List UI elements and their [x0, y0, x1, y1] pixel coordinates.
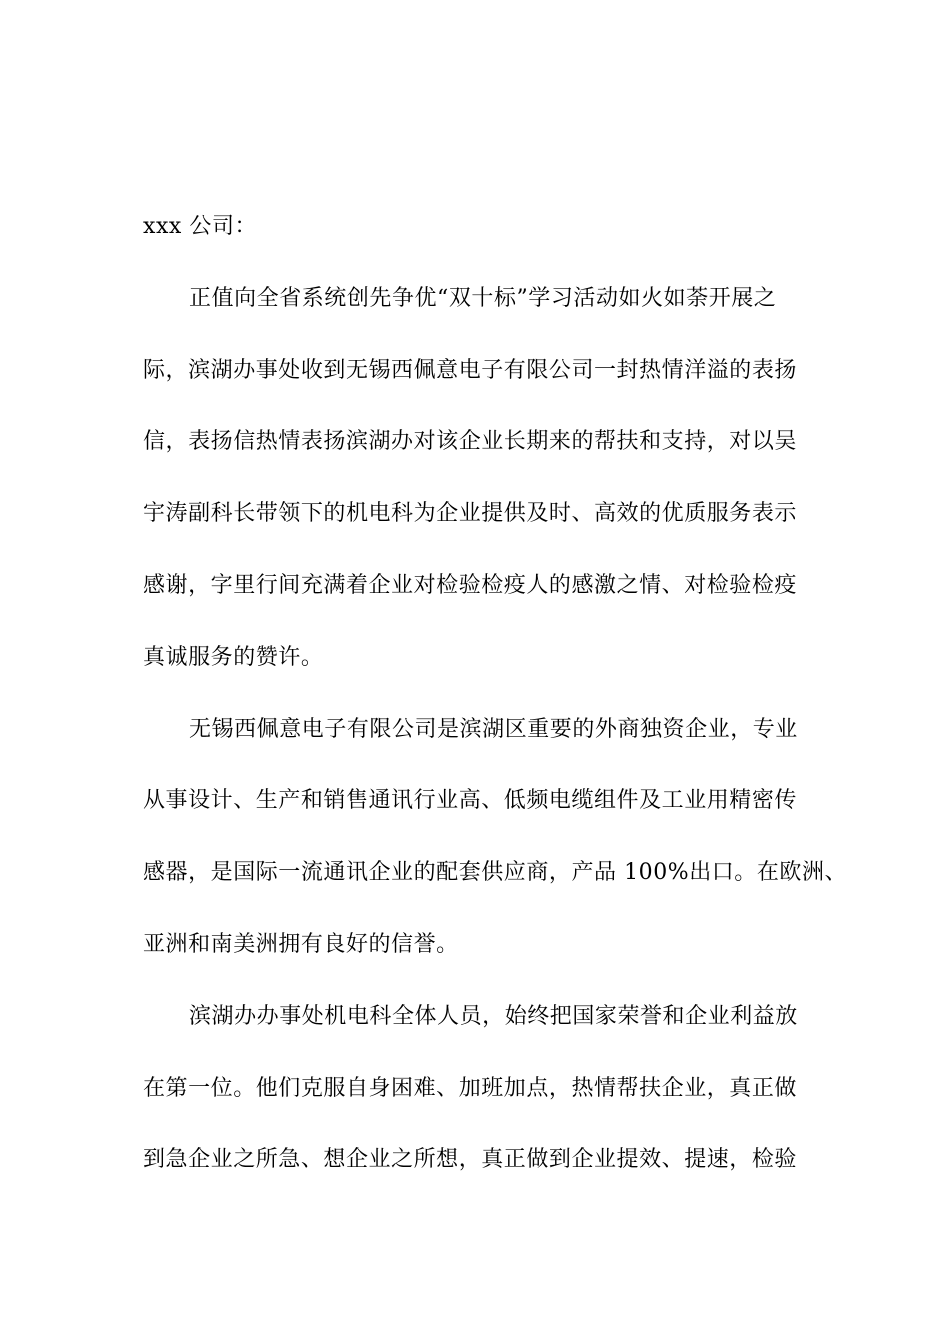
paragraph-3-line-3: 到急企业之所急、想企业之所想，真正做到企业提效、提速，检验 — [143, 1147, 797, 1173]
paragraph-1-line-6: 真诚服务的赞许。 — [143, 644, 324, 670]
paragraph-2-line-4: 亚洲和南美洲拥有良好的信誉。 — [143, 931, 459, 957]
paragraph-1-line-3: 信，表扬信热情表扬滨湖办对该企业长期来的帮扶和支持，对以吴 — [143, 429, 797, 455]
paragraph-2-line-1: 无锡西佩意电子有限公司是滨湖区重要的外商独资企业，专业 — [189, 716, 798, 742]
salutation: xxx 公司： — [143, 214, 258, 239]
paragraph-1-line-1: 正值向全省系统创先争优“双十标”学习活动如火如荼开展之 — [189, 285, 777, 311]
paragraph-2-line-3: 感器，是国际一流通讯企业的配套供应商，产品 100%出口。在欧洲、 — [143, 860, 848, 886]
paragraph-3-line-1: 滨湖办办事处机电科全体人员，始终把国家荣誉和企业利益放 — [189, 1003, 798, 1029]
letter-body — [143, 205, 848, 1210]
paragraph-1-line-2: 际，滨湖办事处收到无锡西佩意电子有限公司一封热情洋溢的表扬 — [143, 357, 797, 383]
paragraph-2-line-2: 从事设计、生产和销售通讯行业高、低频电缆组件及工业用精密传 — [143, 788, 797, 814]
paragraph-3-line-2: 在第一位。他们克服自身困难、加班加点，热情帮扶企业，真正做 — [143, 1075, 797, 1101]
paragraph-1-line-4: 宇涛副科长带领下的机电科为企业提供及时、高效的优质服务表示 — [143, 501, 797, 527]
paragraph-1-line-5: 感谢，字里行间充满着企业对检验检疫人的感激之情、对检验检疫 — [143, 572, 797, 598]
